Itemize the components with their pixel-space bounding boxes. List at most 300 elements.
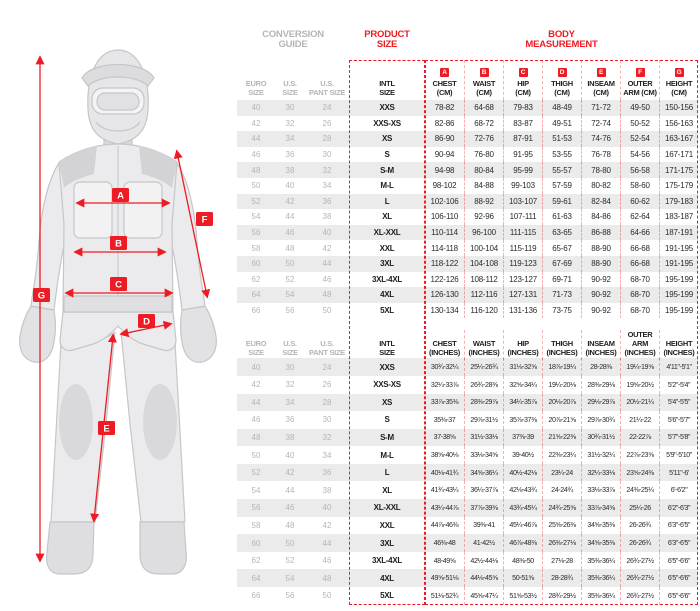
value-cell: 59-61	[542, 194, 581, 210]
svg-text:F: F	[201, 214, 208, 226]
value-cell: 68-70	[620, 272, 659, 288]
value-cell: 86-88	[581, 225, 620, 241]
table-row	[237, 147, 698, 163]
euro-size-cell: 50	[251, 181, 261, 191]
euro-size-cell: 62	[251, 556, 261, 566]
table-row	[237, 411, 698, 429]
value-cell: 195-199	[659, 303, 698, 319]
value-cell: 24⅜-25¼	[620, 481, 659, 499]
us-size-cell: 44	[285, 212, 295, 222]
value-cell: 64-66	[620, 225, 659, 241]
value-cell: 42⅛-43¾	[503, 481, 542, 499]
value-cell: 90-92	[581, 303, 620, 319]
value-cell: 78-82	[434, 103, 455, 113]
value-cell: 171-175	[659, 162, 698, 178]
euro-size-cell: 60	[251, 538, 261, 548]
table-row	[237, 194, 698, 210]
right-glove	[181, 306, 217, 362]
size-col-header-1: U.S. SIZE	[282, 79, 298, 97]
euro-size-cell: 60	[251, 259, 261, 269]
measurement-col-header: CHEST (INCHES)	[429, 339, 460, 358]
us-size-cell: 50	[285, 538, 295, 548]
value-cell: 131-136	[503, 303, 542, 319]
value-cell: 71-72	[581, 100, 620, 116]
value-cell: 21⅝-22⅜	[542, 429, 581, 447]
value-cell: 73-75	[542, 303, 581, 319]
pant-size-cell: 28	[322, 134, 332, 144]
value-cell: 116-120	[464, 303, 503, 319]
euro-size-cell: 48	[251, 432, 261, 442]
value-cell: 35⅜-36¼	[581, 587, 620, 605]
size-col-header-2: U.S. PANT SIZE	[309, 79, 345, 97]
us-size-cell: 46	[285, 503, 295, 513]
table-row	[237, 534, 698, 552]
us-size-cell: 56	[285, 591, 295, 601]
value-cell: 95-99	[503, 162, 542, 178]
measurement-col-header: C HIP (CM)	[503, 60, 542, 100]
value-cell: 52-54	[620, 131, 659, 147]
value-cell: 53-55	[542, 147, 581, 163]
intl-size-cell: M-L	[380, 450, 394, 460]
value-cell: 76-80	[464, 147, 503, 163]
value-cell: 20⅛-20⅞	[542, 394, 581, 412]
letter-badge-b: B	[480, 68, 489, 77]
table-row	[237, 358, 698, 376]
right-boot	[140, 522, 186, 574]
svg-text:B: B	[115, 238, 122, 250]
us-size-cell: 52	[285, 556, 295, 566]
value-cell: 126-130	[430, 290, 459, 300]
value-cell: 179-183	[659, 194, 698, 210]
value-cell: 195-199	[659, 287, 698, 303]
value-cell: 55-57	[542, 162, 581, 178]
value-cell: 67-69	[542, 256, 581, 272]
pant-size-cell: 34	[322, 181, 332, 191]
value-cell: 167-171	[659, 147, 698, 163]
euro-size-cell: 52	[251, 196, 261, 206]
value-cell: 96-100	[464, 225, 503, 241]
letter-badge-c: C	[519, 68, 528, 77]
value-cell: 187-191	[659, 225, 698, 241]
measurement-col-header: INSEAM (INCHES)	[581, 330, 620, 360]
intl-size-cell: L	[384, 196, 390, 206]
value-cell: 27⅛-28	[542, 552, 581, 570]
value-cell: 90-92	[581, 272, 620, 288]
intl-size-cell: S	[384, 415, 390, 425]
value-cell: 102-106	[430, 196, 459, 206]
value-cell: 48⅜-50	[503, 552, 542, 570]
svg-text:G: G	[37, 290, 46, 302]
value-cell: 68-70	[620, 303, 659, 319]
value-cell: 68-70	[620, 287, 659, 303]
pant-size-cell: 36	[322, 468, 332, 478]
value-cell: 32¼-33⅞	[430, 380, 459, 389]
pant-size-cell: 26	[322, 118, 332, 128]
value-cell: 20⅞-21⅝	[542, 411, 581, 429]
value-cell: 82-86	[434, 118, 455, 128]
euro-size-cell: 66	[251, 591, 261, 601]
intl-size-cell: 3XL	[380, 259, 394, 269]
value-cell: 6'-6'2"	[659, 481, 698, 499]
letter-badge-d: D	[558, 68, 567, 77]
goggles-lens	[97, 93, 139, 110]
euro-size-cell: 42	[251, 118, 261, 128]
value-cell: 6'2"-6'3"	[659, 499, 698, 517]
us-size-cell: 52	[285, 274, 295, 284]
value-cell: 90-92	[581, 287, 620, 303]
value-cell: 76-78	[581, 147, 620, 163]
value-cell: 183-187	[659, 209, 698, 225]
value-cell: 26-26¾	[620, 517, 659, 535]
value-cell: 30¾-32¼	[430, 363, 459, 372]
table-row	[237, 256, 698, 272]
intl-size-cell: S-M	[380, 432, 394, 442]
value-cell: 39-40½	[503, 446, 542, 464]
value-cell: 90-94	[434, 150, 455, 160]
value-cell: 118-122	[430, 259, 459, 269]
intl-size-cell: 3XL-4XL	[372, 274, 402, 284]
intl-size-cell: XL-XXL	[373, 228, 401, 238]
us-size-cell: 32	[285, 118, 295, 128]
table-title-band	[237, 30, 698, 60]
value-cell: 24¾-25⅝	[542, 499, 581, 517]
value-cell: 88-90	[581, 256, 620, 272]
left-boot	[47, 522, 94, 574]
value-cell: 80-82	[581, 178, 620, 194]
table-row	[237, 499, 698, 517]
value-cell: 84-86	[581, 209, 620, 225]
table-row	[237, 464, 698, 482]
value-cell: 82-84	[581, 194, 620, 210]
measurement-col-header: HIP (INCHES)	[503, 330, 542, 360]
measurement-col-header: HEIGHT (INCHES)	[659, 330, 698, 360]
body-measurement-text: BODY MEASUREMENT	[525, 29, 598, 51]
measurement-col-header: A CHEST (CM)	[432, 68, 457, 97]
value-cell: 28¾-29½	[542, 587, 581, 605]
value-cell: 5'2"-5'4"	[659, 376, 698, 394]
value-cell: 91-95	[503, 147, 542, 163]
jacket-hem	[64, 296, 172, 312]
us-size-cell: 34	[285, 397, 295, 407]
us-size-cell: 48	[285, 520, 295, 530]
measurement-col-header: F OUTER ARM (CM)	[620, 60, 659, 100]
value-cell: 6'5"-6'6"	[659, 569, 698, 587]
value-cell: 49⅝-51⅛	[430, 574, 459, 583]
value-cell: 30¾-31½	[581, 429, 620, 447]
left-knee-patch	[59, 384, 93, 460]
value-cell: 110-114	[431, 228, 458, 238]
value-cell: 44⅞-46⅜	[430, 521, 459, 530]
pant-size-cell: 50	[322, 591, 332, 601]
table-row	[237, 552, 698, 570]
value-cell: 26¾-27½	[620, 552, 659, 570]
us-size-cell: 50	[285, 259, 295, 269]
measurement-label-b	[110, 236, 127, 250]
value-cell: 64-68	[464, 100, 503, 116]
value-cell: 31½-32¼	[581, 446, 620, 464]
value-cell: 122-126	[430, 274, 459, 284]
value-cell: 150-156	[659, 100, 698, 116]
value-cell: 63-65	[542, 225, 581, 241]
value-cell: 19¼-20⅛	[542, 376, 581, 394]
value-cell: 175-179	[659, 178, 698, 194]
value-cell: 50-52	[620, 116, 659, 132]
euro-size-cell: 48	[251, 165, 261, 175]
conversion-table	[237, 30, 698, 605]
size-col-header-0: EURO SIZE	[245, 79, 267, 97]
value-cell: 41-42½	[464, 534, 503, 552]
value-cell: 191-195	[659, 256, 698, 272]
intl-size-cell: XXS-XS	[373, 380, 401, 390]
euro-size-cell: 66	[251, 306, 261, 316]
letter-badge-e: E	[597, 68, 606, 77]
value-cell: 46⅞-48⅜	[503, 534, 542, 552]
pant-size-cell: 30	[322, 150, 332, 160]
value-cell: 111-115	[503, 225, 542, 241]
value-cell: 37⅜-39	[503, 429, 542, 447]
value-cell: 51-53	[542, 131, 581, 147]
value-cell: 4'11"-5'1"	[659, 358, 698, 376]
value-cell: 28-28⅜	[581, 358, 620, 376]
inch-header-row	[237, 330, 698, 358]
table-row	[237, 569, 698, 587]
table-row	[237, 587, 698, 605]
table-row	[237, 131, 698, 147]
cm-rows	[237, 100, 698, 318]
value-cell: 25¼-26¾	[464, 358, 503, 376]
value-cell: 25⅝-26⅜	[542, 517, 581, 535]
size-col-header-0: EURO SIZE	[245, 339, 267, 358]
us-size-cell: 40	[285, 450, 295, 460]
value-cell: 28⅜-29⅞	[464, 394, 503, 412]
value-cell: 21¼-22	[620, 411, 659, 429]
value-cell: 106-110	[430, 212, 459, 222]
value-cell: 88-90	[581, 240, 620, 256]
value-cell: 163-167	[659, 131, 698, 147]
svg-text:A: A	[117, 190, 124, 202]
pant-size-cell: 42	[322, 243, 332, 253]
value-cell: 51⅝-53½	[503, 587, 542, 605]
value-cell: 45⅝-47¼	[464, 587, 503, 605]
us-size-cell: 44	[285, 485, 295, 495]
pant-size-cell: 38	[322, 485, 332, 495]
svg-text:D: D	[143, 316, 150, 328]
value-cell: 60-62	[620, 194, 659, 210]
us-size-cell: 42	[285, 468, 295, 478]
table-row	[237, 517, 698, 535]
value-cell: 61-63	[542, 209, 581, 225]
value-cell: 31½-33⅛	[464, 429, 503, 447]
svg-text:E: E	[103, 423, 110, 435]
value-cell: 23⅝-24⅜	[620, 464, 659, 482]
us-size-cell: 48	[285, 243, 295, 253]
value-cell: 31⅛-32⅝	[503, 358, 542, 376]
intl-size-cell: M-L	[380, 181, 394, 191]
value-cell: 22⅞-23⅝	[620, 446, 659, 464]
value-cell: 50-51⅝	[503, 569, 542, 587]
value-cell: 156-163	[659, 116, 698, 132]
value-cell: 35⅞-37⅜	[503, 411, 542, 429]
value-cell: 23¼-24	[542, 464, 581, 482]
value-cell: 191-195	[659, 240, 698, 256]
intl-size-cell: L	[384, 468, 390, 478]
pant-size-cell: 40	[322, 228, 332, 238]
value-cell: 5'11"-6'	[659, 464, 698, 482]
value-cell: 33⅛-34⅝	[464, 446, 503, 464]
value-cell: 62-64	[620, 209, 659, 225]
value-cell: 34⅝-35⅜	[581, 517, 620, 535]
pant-size-cell: 32	[322, 165, 332, 175]
value-cell: 88-92	[464, 194, 503, 210]
value-cell: 29⅞-30¾	[581, 411, 620, 429]
body-measurement-title	[425, 30, 698, 60]
value-cell: 39⅜-41	[464, 517, 503, 535]
measurement-label-c	[110, 277, 127, 291]
value-cell: 100-104	[464, 240, 503, 256]
value-cell: 48-49⅝	[433, 556, 456, 565]
euro-size-cell: 40	[251, 103, 261, 113]
us-size-cell: 36	[285, 150, 295, 160]
intl-size-cell: XXS	[379, 362, 395, 372]
value-cell: 29⅞-31½	[464, 411, 503, 429]
table-row	[237, 209, 698, 225]
value-cell: 37-38⅝	[433, 433, 456, 442]
value-cell: 92-96	[464, 209, 503, 225]
us-size-cell: 36	[285, 415, 295, 425]
cm-header-row	[237, 60, 698, 100]
value-cell: 66-68	[620, 240, 659, 256]
measurement-col-header: E INSEAM (CM)	[581, 60, 620, 100]
svg-text:C: C	[115, 279, 122, 291]
value-cell: 72-76	[464, 131, 503, 147]
table-row	[237, 178, 698, 194]
size-col-header-1: U.S. SIZE	[282, 339, 298, 358]
value-cell: 115-119	[503, 240, 542, 256]
right-chest-pocket	[124, 182, 162, 238]
intl-size-cell: XXS-XS	[373, 118, 401, 128]
value-cell: 51⅛-52¾	[430, 591, 459, 600]
value-cell: 103-107	[503, 194, 542, 210]
value-cell: 19¼-19⅝	[620, 358, 659, 376]
value-cell: 123-127	[503, 272, 542, 288]
us-size-cell: 30	[285, 362, 295, 372]
value-cell: 107-111	[503, 209, 542, 225]
value-cell: 28-28¾	[542, 569, 581, 587]
value-cell: 6'5"-6'6"	[659, 587, 698, 605]
us-size-cell: 32	[285, 380, 295, 390]
euro-size-cell: 58	[251, 520, 261, 530]
pant-size-cell: 40	[322, 503, 332, 513]
table-row	[237, 446, 698, 464]
value-cell: 6'5"-6'6"	[659, 552, 698, 570]
table-row	[237, 162, 698, 178]
us-size-cell: 34	[285, 134, 295, 144]
value-cell: 33⅛-33⅞	[581, 481, 620, 499]
value-cell: 130-134	[430, 306, 459, 316]
pant-size-cell: 44	[322, 259, 332, 269]
value-cell: 49-50	[620, 100, 659, 116]
value-cell: 56-58	[620, 162, 659, 178]
value-cell: 45¼-46⅞	[503, 517, 542, 535]
us-size-cell: 54	[285, 290, 295, 300]
measurement-col-header: WAIST (INCHES)	[464, 330, 503, 360]
value-cell: 98-102	[432, 181, 457, 191]
section-gap	[237, 318, 698, 330]
product-size-title	[349, 30, 425, 60]
value-cell: 26⅜-27⅛	[542, 534, 581, 552]
intl-size-cell: XXL	[379, 520, 395, 530]
measurement-col-header: B WAIST (CM)	[464, 60, 503, 100]
intl-size-cell: XXL	[379, 243, 395, 253]
intl-size-cell: S	[384, 150, 390, 160]
euro-size-cell: 54	[251, 212, 261, 222]
table-row	[237, 303, 698, 319]
us-size-cell: 46	[285, 228, 295, 238]
value-cell: 69-71	[542, 272, 581, 288]
value-cell: 46⅜-48	[433, 539, 456, 548]
rider-figure-svg	[0, 14, 232, 606]
size-col-header-2: U.S. PANT SIZE	[309, 339, 345, 358]
value-cell: 26¾-27½	[620, 569, 659, 587]
us-size-cell: 56	[285, 306, 295, 316]
measurement-label-e	[98, 421, 115, 435]
rider-body	[20, 50, 217, 574]
value-cell: 43¼-44⅞	[430, 503, 459, 512]
value-cell: 5'4"-5'5"	[659, 394, 698, 412]
measurement-col-header: OUTER ARM (INCHES)	[620, 330, 659, 360]
pant-size-cell: 48	[322, 290, 332, 300]
value-cell: 19⅝-20½	[620, 376, 659, 394]
pant-size-cell: 32	[322, 432, 332, 442]
table-row	[237, 429, 698, 447]
value-cell: 32⅝-34¼	[503, 376, 542, 394]
value-cell: 5'6"-5'7"	[659, 411, 698, 429]
value-cell: 24-24¾	[542, 481, 581, 499]
value-cell: 68-72	[464, 116, 503, 132]
value-cell: 35⅜-36¼	[581, 569, 620, 587]
intl-size-cell: 5XL	[380, 591, 394, 601]
intl-size-cell: 4XL	[380, 573, 394, 583]
value-cell: 84-88	[464, 178, 503, 194]
pant-size-cell: 50	[322, 306, 332, 316]
left-glove	[20, 306, 56, 362]
value-cell: 86-90	[434, 134, 455, 144]
intl-size-cell: 3XL-4XL	[372, 556, 402, 566]
conversion-guide-text: CONVERSION GUIDE	[262, 29, 324, 51]
value-cell: 26¾-28⅜	[464, 376, 503, 394]
value-cell: 195-199	[659, 272, 698, 288]
intl-size-cell: XL	[382, 485, 392, 495]
us-size-cell: 40	[285, 181, 295, 191]
euro-size-cell: 46	[251, 415, 261, 425]
value-cell: 119-123	[503, 256, 542, 272]
value-cell: 112-116	[464, 287, 503, 303]
euro-size-cell: 46	[251, 150, 261, 160]
value-cell: 26-26¾	[620, 534, 659, 552]
us-size-cell: 30	[285, 103, 295, 113]
inch-rows	[237, 358, 698, 604]
value-cell: 6'3"-6'5"	[659, 534, 698, 552]
value-cell: 44⅛-45⅝	[464, 569, 503, 587]
value-cell: 25¼-26	[620, 499, 659, 517]
value-cell: 18⅞-19¼	[542, 358, 581, 376]
measurement-label-a	[112, 188, 129, 202]
pant-size-cell: 30	[322, 415, 332, 425]
value-cell: 34⅝-36¼	[464, 464, 503, 482]
value-cell: 127-131	[503, 287, 542, 303]
measurement-label-g	[33, 288, 50, 302]
value-cell: 79-83	[503, 100, 542, 116]
